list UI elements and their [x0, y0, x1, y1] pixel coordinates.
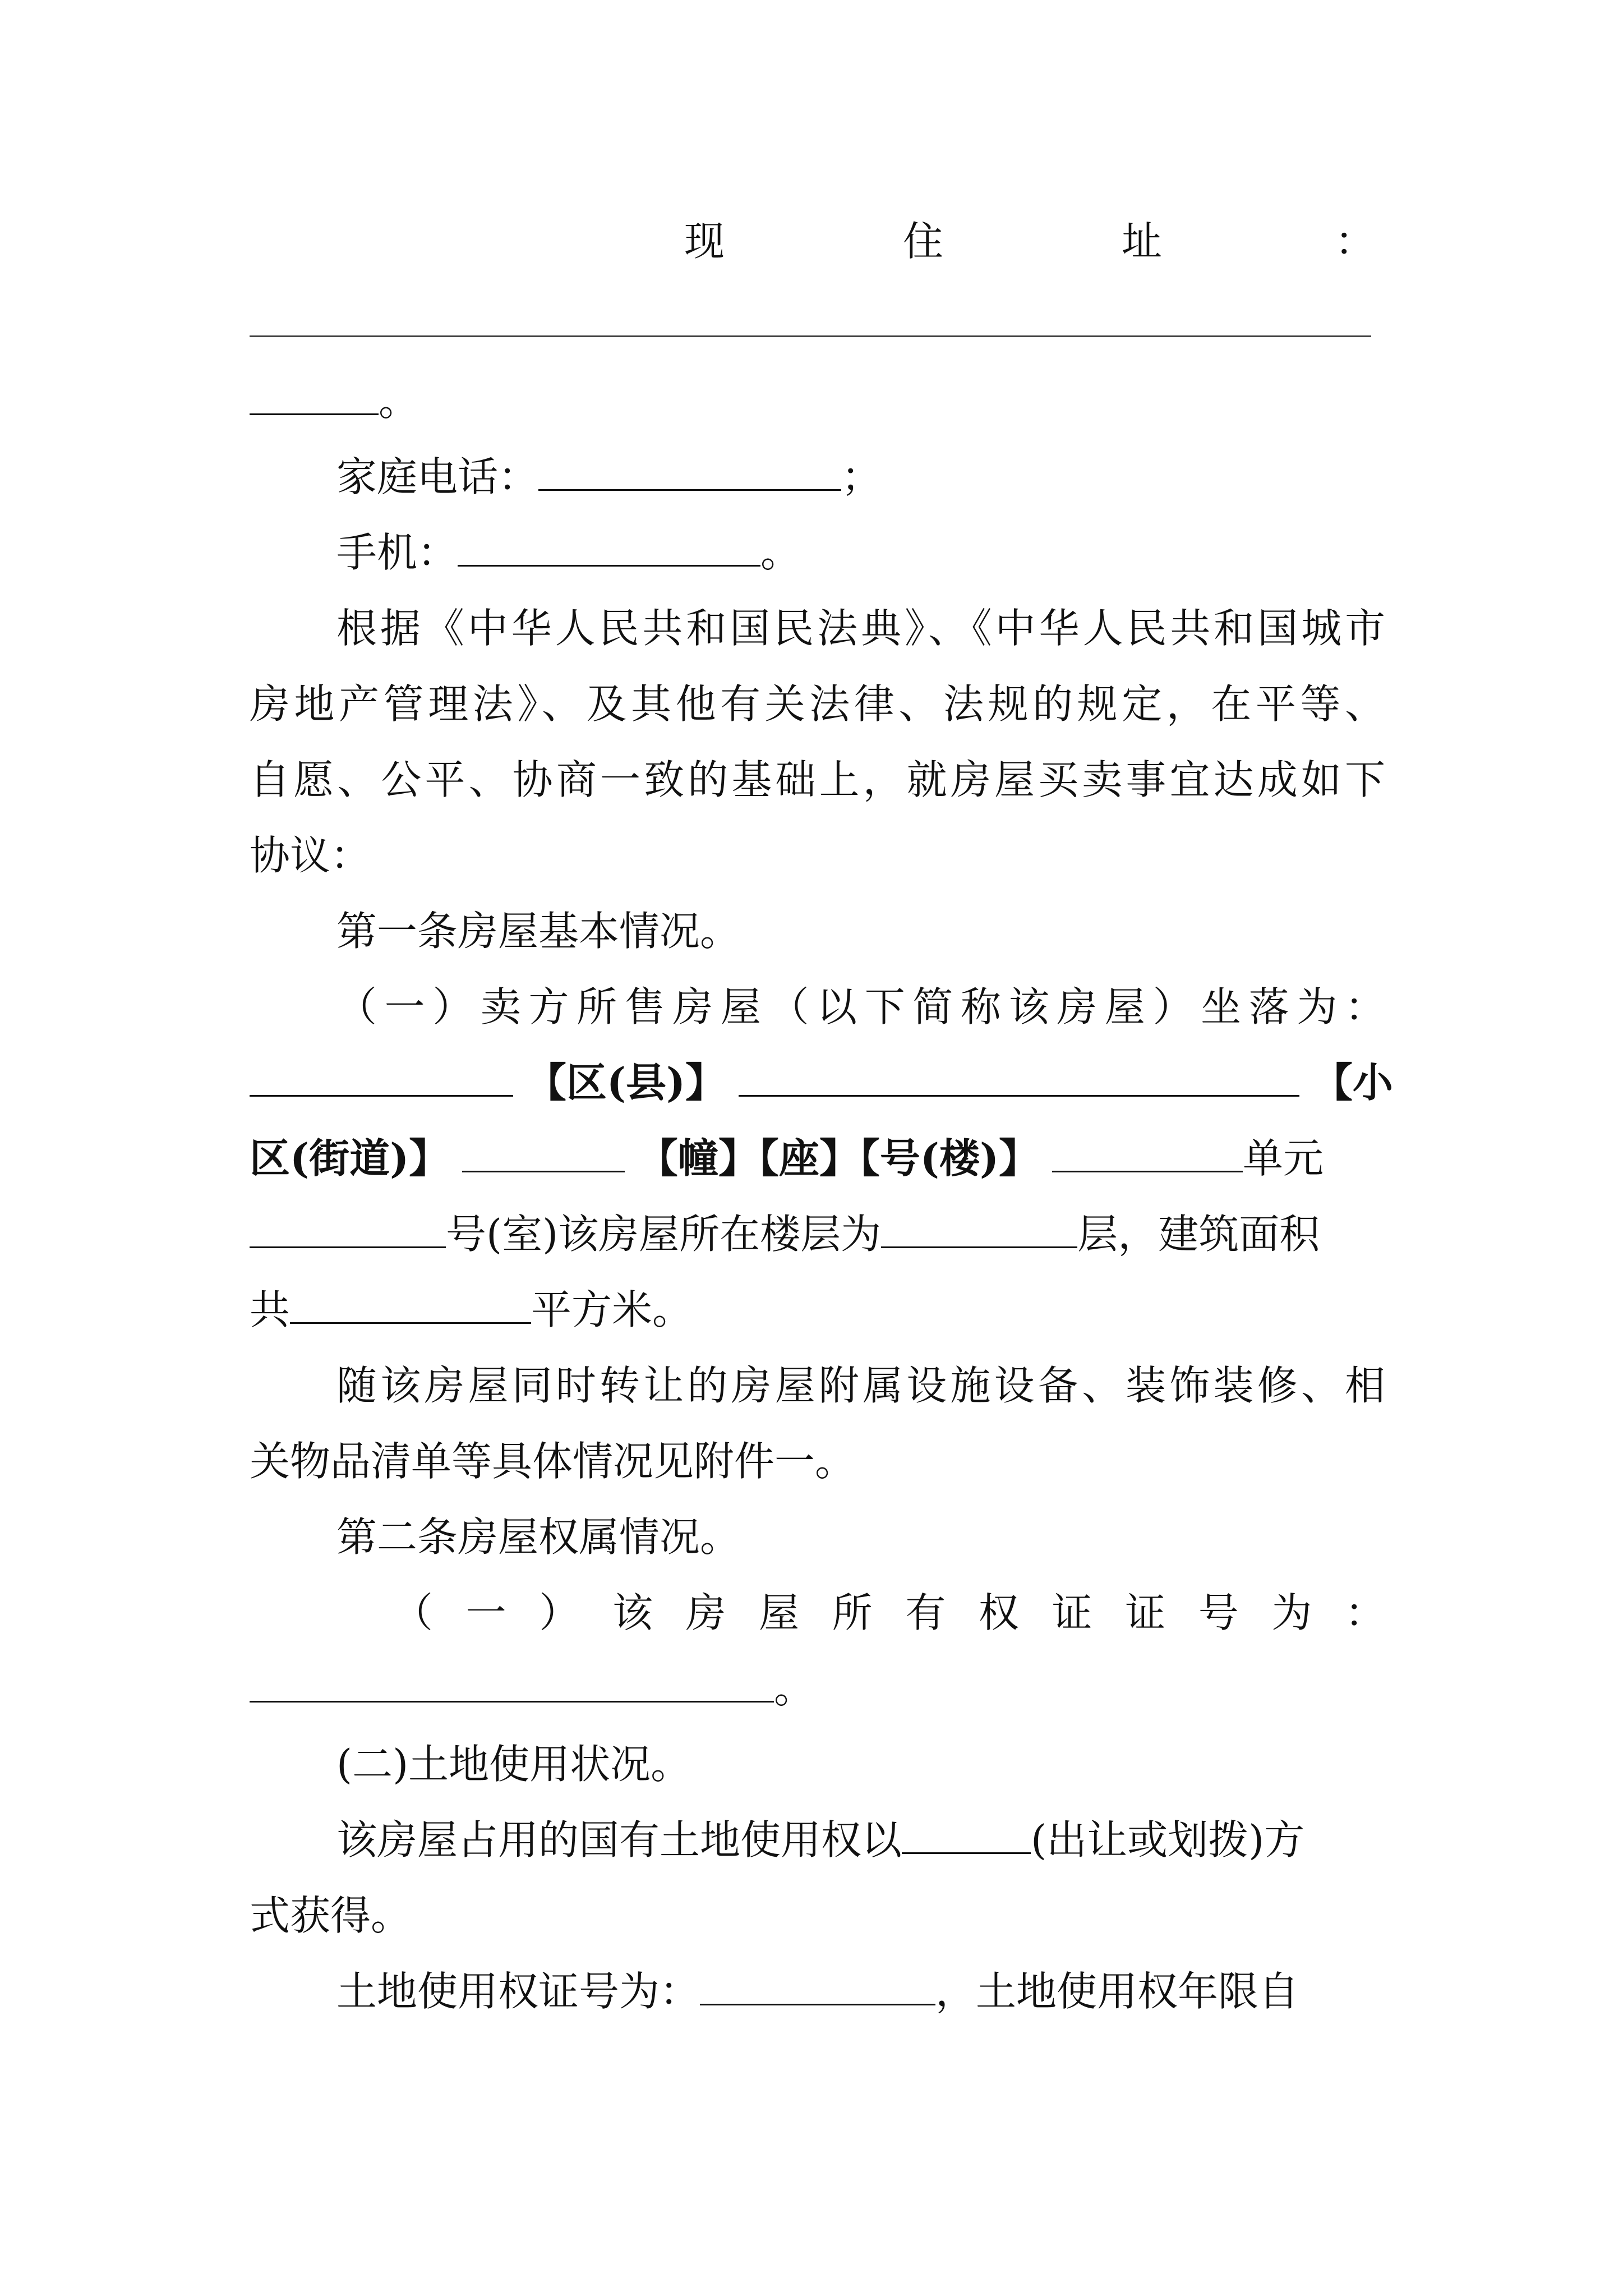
address-blank-tail[interactable] — [250, 374, 379, 415]
building-field[interactable] — [462, 1131, 625, 1172]
attachment-line-1: 随该房屋同时转让的房屋附属设施设备、装饰装修、相 — [336, 1362, 1385, 1409]
intro-line-3: 自愿、公平、协商一致的基础上，就房屋买卖事宜达成如下 — [250, 756, 1385, 803]
mobile-label: 手机： — [336, 529, 458, 576]
district-field[interactable] — [250, 1056, 513, 1097]
location-line-1 — [250, 1055, 1393, 1111]
address-end: 。 — [379, 378, 419, 425]
address-label-char-3: 址 — [1122, 218, 1163, 265]
land-line-1 — [336, 1812, 1472, 1868]
intro-line-4: 协议： — [250, 832, 371, 879]
floor-field[interactable] — [881, 1207, 1077, 1248]
community-label-end: 区(街道)】 — [250, 1134, 450, 1182]
address-label-char-1: 现 — [684, 218, 725, 265]
land-cert-label: 土地使用权证号为： — [336, 1968, 700, 2015]
room-field[interactable] — [250, 1207, 446, 1248]
land-cert-line — [336, 1963, 1472, 2019]
location-line-3 — [250, 1206, 1385, 1262]
room-floor-text: 号(室)该房屋所在楼层为 — [446, 1211, 882, 1258]
article-1-title: 第一条房屋基本情况。 — [336, 908, 741, 955]
mobile-field[interactable] — [458, 526, 760, 567]
land-method-field[interactable] — [902, 1813, 1031, 1854]
article-2-title: 第二条房屋权属情况。 — [336, 1513, 741, 1561]
location-line-2 — [250, 1130, 1385, 1186]
location-line-4 — [250, 1282, 1385, 1338]
sqm-text: 平方米。 — [531, 1286, 693, 1333]
article-2-item-1: （一）该房屋所有权证证号为： — [393, 1589, 1385, 1636]
community-field[interactable] — [739, 1056, 1299, 1097]
home-phone-label: 家庭电话： — [336, 453, 539, 500]
mobile-end: 。 — [760, 529, 801, 576]
home-phone-field[interactable] — [538, 450, 841, 491]
land-term-text: ，土地使用权年限自 — [935, 1968, 1299, 2015]
address-blank-line[interactable] — [250, 335, 1371, 337]
certificate-line — [250, 1660, 1385, 1717]
ownership-certificate-field[interactable] — [250, 1662, 774, 1703]
attachment-line-2: 关物品清单等具体情况见附件一。 — [250, 1438, 856, 1485]
article-1-item-1: （一）卖方所售房屋（以下简称该房屋）坐落为： — [336, 983, 1385, 1030]
total-text: 共 — [250, 1286, 291, 1333]
community-label-start: 【小 — [1312, 1059, 1393, 1106]
area-field[interactable] — [290, 1283, 531, 1324]
land-text-b: (出让或划拨)方 — [1031, 1816, 1305, 1864]
certificate-end: 。 — [774, 1665, 815, 1712]
unit-field[interactable] — [1052, 1131, 1243, 1172]
floor-area-text: 层，建筑面积 — [1077, 1211, 1320, 1258]
unit-label: 单元 — [1242, 1135, 1324, 1182]
intro-line-1: 根据《中华人民共和国民法典》、《中华人民共和国城市 — [336, 605, 1385, 652]
home-phone-line — [336, 449, 1472, 505]
mobile-line — [336, 524, 1472, 581]
article-2-item-2: (二)土地使用状况。 — [336, 1741, 691, 1788]
address-end-line — [250, 373, 1385, 429]
land-line-2: 式获得。 — [250, 1892, 412, 1939]
intro-line-2: 房地产管理法》、及其他有关法律、法规的规定，在平等、 — [250, 680, 1385, 728]
district-label: 【区(县)】 — [525, 1059, 726, 1106]
land-text-a: 该房屋占用的国有土地使用权以 — [336, 1816, 902, 1864]
land-cert-field[interactable] — [700, 1964, 935, 2005]
address-colon: ： — [1335, 218, 1376, 265]
address-label-char-2: 住 — [903, 218, 944, 265]
building-label: 【幢】【座】【号(楼)】 — [637, 1134, 1040, 1182]
home-phone-end: ； — [841, 453, 882, 500]
